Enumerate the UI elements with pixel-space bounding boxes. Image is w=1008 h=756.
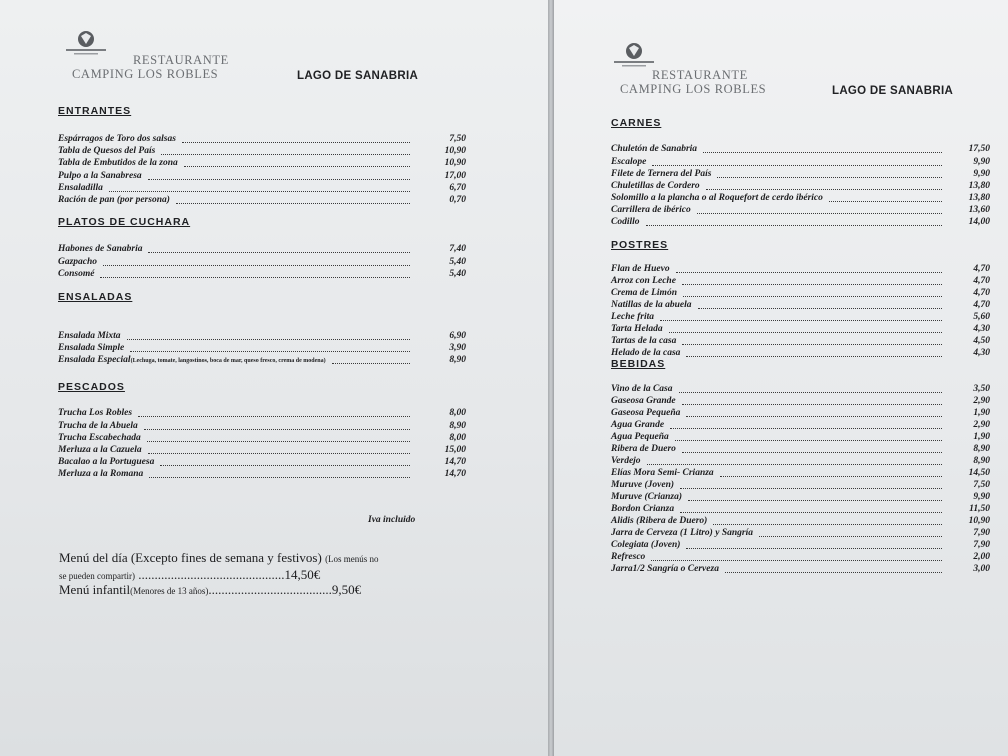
menu-item-price: 2,90 (973, 396, 990, 406)
menu-item-name: Filete de Ternera del País (611, 169, 712, 179)
menu-item-leader (686, 347, 942, 357)
menu-item-price: 13,80 (968, 193, 990, 203)
menu-item-name: Leche frita (611, 312, 655, 322)
menu-item-price: 10,90 (444, 158, 466, 168)
menu-item-leader (148, 243, 410, 253)
menu-item-price: 1,90 (973, 408, 990, 418)
menu-item-row (611, 431, 990, 443)
menu-item-leader (682, 335, 942, 345)
section-title-pescados: PESCADOS (58, 381, 125, 393)
menu-item-row (58, 420, 466, 432)
menu-item-name: Ribera de Duero (611, 444, 676, 454)
menu-item-price: 3,00 (973, 564, 990, 574)
section-title-ensaladas: ENSALADAS (58, 291, 133, 303)
menu-del-dia-line2 (59, 567, 320, 583)
menu-item-row (611, 323, 990, 335)
menu-item-row (611, 156, 990, 168)
menu-item-row (611, 455, 990, 467)
menu-item-name: Verdejo (611, 456, 641, 466)
menu-item-leader (679, 383, 943, 393)
menu-item-price: 13,80 (968, 181, 990, 191)
menu-item-row (58, 432, 466, 444)
menu-item-name: Merluza a la Cazuela (58, 445, 142, 455)
menu-item-name: Escalope (611, 157, 647, 167)
menu-item-row (58, 354, 466, 366)
menu-item-name: Alidis (Ribera de Duero) (611, 516, 708, 526)
menu-item-leader (652, 156, 942, 166)
menu-item-price: 10,90 (968, 516, 990, 526)
menu-item-price: 8,90 (973, 456, 990, 466)
menu-item-row (611, 311, 990, 323)
menu-del-dia (59, 550, 379, 566)
menu-item-row (611, 515, 990, 527)
section-title-entrantes: ENTRANTES (58, 105, 132, 117)
menu-item-name: Muruve (Crianza) (611, 492, 682, 502)
menu-item-leader (176, 194, 410, 204)
menu-item-price: 4,50 (973, 336, 990, 346)
menu-item-price: 6,90 (449, 331, 466, 341)
menu-item-name: Agua Grande (611, 420, 665, 430)
menu-item-price: 15,00 (444, 445, 466, 455)
menu-item-price: 4,30 (973, 324, 990, 334)
menu-item-price: 0,70 (449, 195, 466, 205)
menu-item-price: 8,90 (449, 421, 466, 431)
section-title-platos-de-cuchara: PLATOS DE CUCHARA (58, 216, 191, 228)
camping-title: CAMPING LOS ROBLES (72, 67, 219, 81)
menu-item-leader (717, 168, 942, 178)
menu-item-leader (682, 275, 942, 285)
menu-item-name: Jarra1/2 Sangría o Cerveza (611, 564, 719, 574)
menu-item-leader (100, 268, 410, 278)
menu-item-leader (127, 330, 410, 340)
menu-item-name: Ración de pan (por persona) (58, 195, 170, 205)
menu-item-leader (148, 444, 410, 454)
menu-item-price: 4,70 (973, 288, 990, 298)
menu-item-name: Tabla de Embutidos de la zona (58, 158, 178, 168)
menu-item-row (611, 479, 990, 491)
menu-item-leader (686, 407, 942, 417)
menu-item-name: Muruve (Joven) (611, 480, 675, 490)
menu-infantil-dots: ...................................... (208, 582, 332, 597)
menu-item-row (611, 407, 990, 419)
menu-item-price: 2,90 (973, 420, 990, 430)
menu-item-price: 7,50 (449, 134, 466, 144)
menu-item-price: 3,50 (973, 384, 990, 394)
menu-dia-dots: ............................................. (138, 567, 285, 582)
menu-item-leader (651, 551, 942, 561)
menu-item-leader (160, 456, 410, 466)
menu-item-price: 7,90 (973, 540, 990, 550)
menu-item-leader (647, 455, 942, 465)
menu-item-row (611, 443, 990, 455)
menu-item-name: Ensalada Simple (58, 343, 125, 353)
location-title: LAGO DE SANABRIA (297, 70, 419, 82)
menu-item-name: Elías Mora Semi- Crianza (611, 468, 714, 478)
menu-item-leader (688, 491, 942, 501)
menu-item-name: Solomillo a la plancha o al Roquefort de cerdo ibérico (611, 193, 823, 203)
menu-item-row (611, 467, 990, 479)
menu-infantil (59, 582, 361, 598)
menu-item-name: Habones de Sanabria (58, 244, 143, 254)
iva-note: Iva incluido (368, 515, 416, 525)
menu-dia-label: Menú del día (Excepto fines de semana y festivos) (59, 550, 322, 565)
menu-item-price: 7,90 (973, 528, 990, 538)
menu-item-name: Chuletón de Sanabria (611, 144, 698, 154)
menu-item-row (611, 563, 990, 575)
section-title-carnes: CARNES (611, 117, 662, 129)
menu-item-name: Codillo (611, 217, 640, 227)
menu-item-leader (149, 468, 410, 478)
menu-item-name: Bordon Crianza (611, 504, 675, 514)
menu-item-leader (161, 145, 410, 155)
menu-item-name: Vino de la Casa (611, 384, 673, 394)
menu-dia-price: 14,50€ (284, 567, 321, 582)
menu-item-leader (669, 323, 942, 333)
menu-item-leader (682, 443, 942, 453)
menu-item-price: 1,90 (973, 432, 990, 442)
location-title: LAGO DE SANABRIA (832, 85, 954, 97)
menu-item-leader (332, 354, 410, 364)
restaurant-title: RESTAURANTE (652, 68, 748, 82)
menu-item-leader (698, 299, 943, 309)
menu-item-leader (660, 311, 942, 321)
menu-item-price: 14,70 (444, 469, 466, 479)
menu-item-row (611, 180, 990, 192)
menu-item-price: 5,40 (449, 257, 466, 267)
menu-item-price: 4,30 (973, 348, 990, 358)
menu-item-leader (109, 182, 410, 192)
menu-item-row (58, 407, 466, 419)
menu-item-leader (683, 287, 942, 297)
menu-item-row (611, 299, 990, 311)
menu-item-name: Ensalada Especial(Lechuga, tomate, langostinos, boca de mar, queso fresco, crema de modena) (58, 355, 326, 365)
menu-item-leader (680, 503, 942, 513)
menu-item-name: Espárragos de Toro dos salsas (58, 134, 176, 144)
menu-item-leader (682, 395, 942, 405)
menu-item-row (611, 503, 990, 515)
menu-item-row (611, 335, 990, 347)
menu-item-leader (675, 431, 942, 441)
menu-item-row (611, 192, 990, 204)
menu-item-name: Bacalao a la Portuguesa (58, 457, 155, 467)
menu-item-row (611, 287, 990, 299)
menu-item-name: Chuletillas de Cordero (611, 181, 700, 191)
menu-item-price: 14,00 (968, 217, 990, 227)
menu-item-row (611, 419, 990, 431)
menu-item-row (58, 133, 466, 145)
section-title-bebidas: BEBIDAS (611, 358, 666, 370)
menu-item-row (611, 347, 990, 359)
menu-item-price: 5,40 (449, 269, 466, 279)
menu-item-name: Crema de Limón (611, 288, 677, 298)
menu-item-price: 8,90 (973, 444, 990, 454)
menu-item-name: Pulpo a la Sanabresa (58, 171, 142, 181)
menu-item-leader (725, 563, 942, 573)
menu-item-leader (184, 157, 410, 167)
menu-item-price: 6,70 (449, 183, 466, 193)
menu-item-leader (759, 527, 942, 537)
menu-item-name: Tabla de Quesos del País (58, 146, 156, 156)
menu-item-price: 11,50 (969, 504, 990, 514)
menu-item-leader (646, 216, 942, 226)
menu-item-leader (147, 432, 410, 442)
menu-item-row (58, 330, 466, 342)
menu-item-name: Trucha Escabechada (58, 433, 141, 443)
menu-item-row (58, 256, 466, 268)
menu-item-row (58, 268, 466, 280)
menu-item-price: 8,90 (449, 355, 466, 365)
menu-item-row (58, 170, 466, 182)
camping-title: CAMPING LOS ROBLES (620, 82, 767, 96)
menu-item-price: 9,90 (973, 492, 990, 502)
menu-item-row (58, 145, 466, 157)
menu-item-price: 14,50 (968, 468, 990, 478)
right-menu-page (554, 0, 1008, 756)
menu-item-row (611, 527, 990, 539)
menu-item-row (611, 491, 990, 503)
menu-item-price: 14,70 (444, 457, 466, 467)
menu-item-name: Carrillera de ibérico (611, 205, 691, 215)
menu-item-leader (182, 133, 410, 143)
menu-item-name: Colegiata (Joven) (611, 540, 681, 550)
menu-item-price: 9,90 (973, 157, 990, 167)
menu-item-row (611, 263, 990, 275)
menu-item-price: 2,00 (973, 552, 990, 562)
menu-item-leader (676, 263, 942, 273)
menu-item-note: (Lechuga, tomate, langostinos, boca de mar, queso fresco, crema de modena) (130, 358, 326, 364)
menu-item-row (611, 204, 990, 216)
menu-item-leader (697, 204, 942, 214)
menu-item-price: 8,00 (449, 433, 466, 443)
menu-item-price: 3,90 (449, 343, 466, 353)
menu-item-row (611, 168, 990, 180)
section-title-postres: POSTRES (611, 239, 669, 251)
menu-item-price: 17,50 (968, 144, 990, 154)
menu-infantil-price: 9,50€ (331, 582, 362, 597)
menu-item-row (58, 456, 466, 468)
menu-item-row (58, 444, 466, 456)
menu-item-name: Tarta Helada (611, 324, 663, 334)
restaurant-logo-icon (64, 30, 108, 56)
menu-item-name: Gaseosa Pequeña (611, 408, 681, 418)
menu-item-name: Natillas de la abuela (611, 300, 692, 310)
menu-item-leader (103, 256, 410, 266)
menu-item-leader (138, 407, 410, 417)
menu-item-price: 8,00 (449, 408, 466, 418)
menu-item-name: Arroz con Leche (611, 276, 676, 286)
menu-item-leader (706, 180, 942, 190)
menu-item-price: 7,50 (973, 480, 990, 490)
menu-item-price: 4,70 (973, 300, 990, 310)
menu-item-row (58, 157, 466, 169)
menu-item-name: Ensalada Mixta (58, 331, 121, 341)
menu-item-row (611, 275, 990, 287)
menu-item-leader (686, 539, 942, 549)
menu-item-row (58, 342, 466, 354)
menu-item-name: Gaseosa Grande (611, 396, 676, 406)
menu-item-leader (720, 467, 942, 477)
menu-item-leader (144, 420, 410, 430)
restaurant-title: RESTAURANTE (133, 53, 229, 67)
menu-item-row (58, 243, 466, 255)
menu-item-price: 13,60 (968, 205, 990, 215)
menu-item-name: Agua Pequeña (611, 432, 669, 442)
menu-item-row (58, 468, 466, 480)
menu-item-name: Ensaladilla (58, 183, 103, 193)
menu-item-row (611, 395, 990, 407)
menu-infantil-label: Menú infantil (59, 582, 131, 597)
menu-item-row (611, 551, 990, 563)
menu-item-name: Merluza a la Romana (58, 469, 144, 479)
menu-item-row (611, 383, 990, 395)
menu-item-name: Trucha de la Abuela (58, 421, 138, 431)
menu-item-price: 17,00 (444, 171, 466, 181)
menu-item-name: Helado de la casa (611, 348, 681, 358)
menu-dia-note: (Los menús no (325, 554, 379, 564)
menu-item-name: Trucha Los Robles (58, 408, 133, 418)
menu-item-leader (703, 143, 942, 153)
menu-item-name: Gazpacho (58, 257, 98, 267)
menu-item-name: Jarra de Cerveza (1 Litro) y Sangría (611, 528, 753, 538)
menu-infantil-note: (Menores de 13 años) (130, 586, 209, 596)
menu-item-leader (713, 515, 942, 525)
menu-item-row (58, 194, 466, 206)
menu-item-leader (680, 479, 942, 489)
menu-item-leader (670, 419, 942, 429)
menu-item-name: Flan de Huevo (611, 264, 670, 274)
menu-item-leader (148, 170, 410, 180)
menu-item-price: 4,70 (973, 276, 990, 286)
menu-item-name: Tartas de la casa (611, 336, 677, 346)
menu-item-name: Refresco (611, 552, 646, 562)
menu-item-name: Consomé (58, 269, 95, 279)
menu-item-price: 5,60 (973, 312, 990, 322)
menu-item-price: 10,90 (444, 146, 466, 156)
menu-item-price: 7,40 (449, 244, 466, 254)
restaurant-logo-icon (612, 42, 656, 68)
menu-dia-note2: se pueden compartir) (59, 571, 135, 581)
menu-item-price: 9,90 (973, 169, 990, 179)
menu-item-row (611, 143, 990, 155)
menu-item-leader (829, 192, 942, 202)
menu-item-leader (130, 342, 410, 352)
menu-item-row (58, 182, 466, 194)
menu-item-row (611, 216, 990, 228)
menu-item-price: 4,70 (973, 264, 990, 274)
menu-item-row (611, 539, 990, 551)
